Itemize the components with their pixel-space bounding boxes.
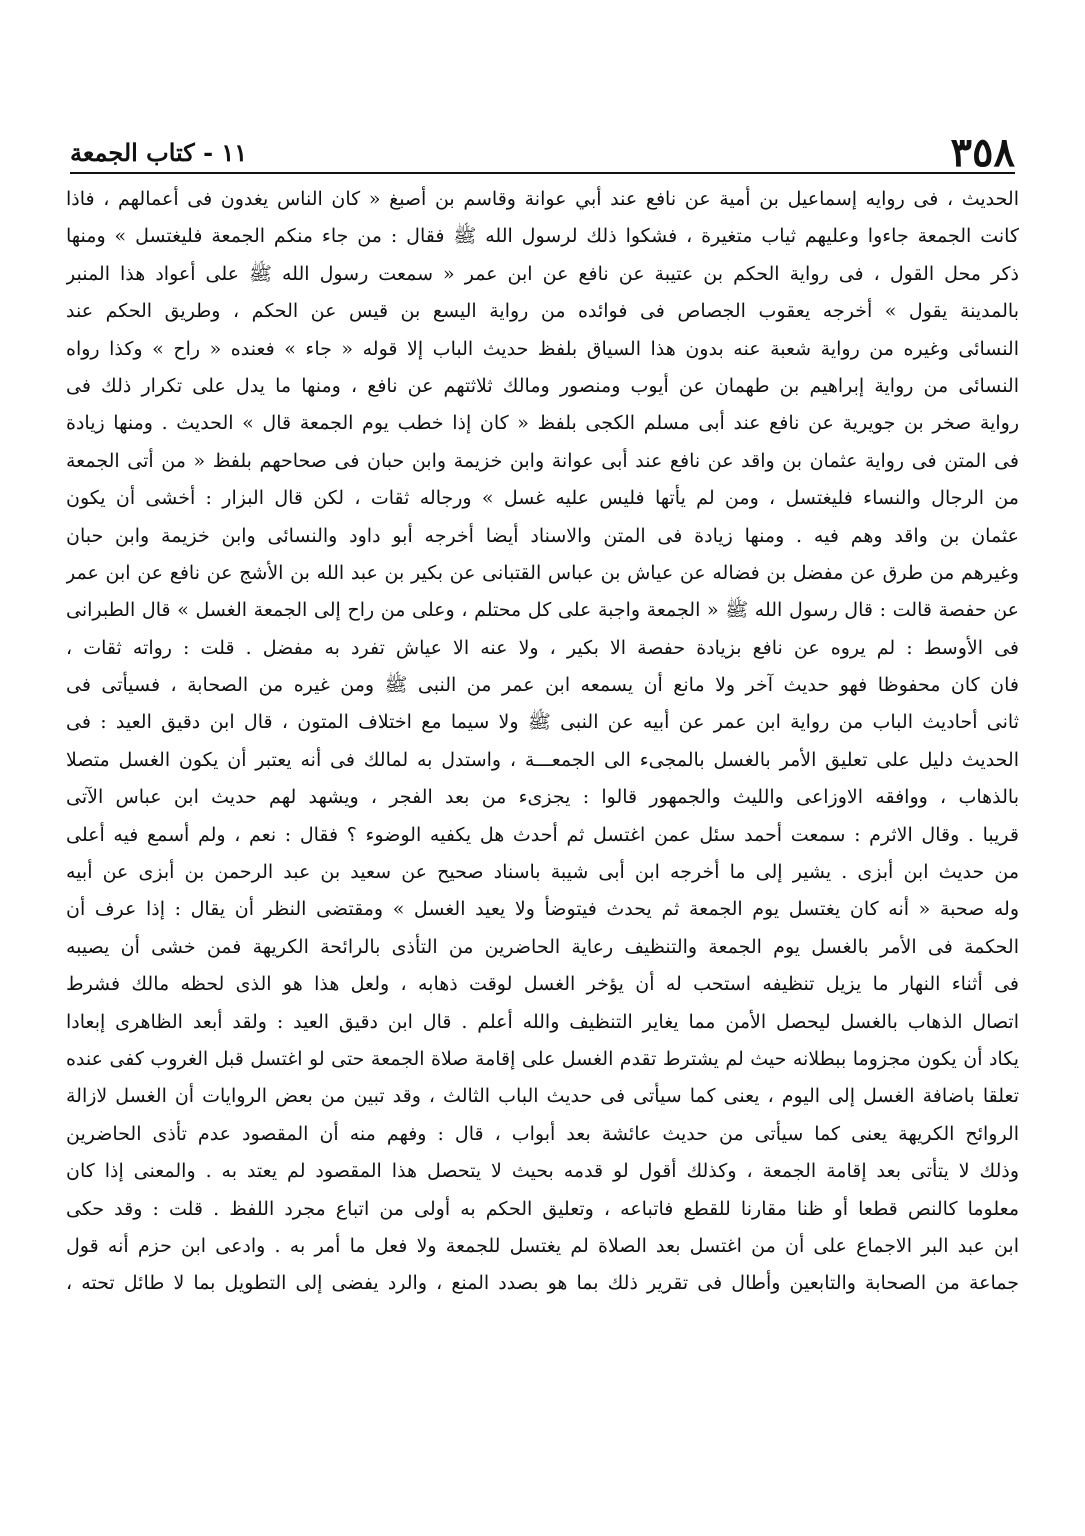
text-line: فى الأوسط : لم يروه عن نافع بزيادة حفصة الا بكير ، ولا عنه الا عياش تفرد به مفضل . قلت : رواته ثقات ، <box>66 636 1019 659</box>
text-line: عن حفصة قالت : قال رسول الله ﷺ « الجمعة واجبة على كل محتلم ، وعلى من راح إلى الجمعة الغسل » قال الطبرانى <box>66 599 1019 622</box>
text-line: الروائح الكريهة يعنى كما سيأتى من حديث عائشة بعد أبواب ، قال : وفهم منه أن المقصود عدم تأذى الحاضرين <box>66 1122 1019 1145</box>
chapter-title: ١١ - كتاب الجمعة <box>70 137 248 167</box>
text-line: الحكمة فى الأمر بالغسل يوم الجمعة والتنظيف رعاية الحاضرين من التأذى بالرائحة الكريهة فمن خشى أن يصيبه <box>66 935 1019 958</box>
text-line: الحديث ، فى روايه إسماعيل بن أمية عن نافع عند أبي عوانة وقاسم بن أصبغ « كان الناس يغدون فى أعمالهم ، فاذا <box>66 188 1019 210</box>
text-line: يكاد أن يكون مجزوما ببطلانه حيث لم يشترط تقدم الغسل على إقامة صلاة الجمعة حتى لو اغتسل قبل الغروب كفى عنده <box>66 1047 1019 1070</box>
text-line: قريبا . وقال الاثرم : سمعت أحمد سئل عمن اغتسل ثم أحدث هل يكفيه الوضوء ؟ فقال : نعم ، ولم أسمع فيه أعلى <box>66 823 1019 846</box>
text-line: ذكر محل القول ، فى رواية الحكم بن عتيبة عن نافع عن ابن عمر « سمعت رسول الله ﷺ على أعواد هذا المنبر <box>66 262 1019 285</box>
text-line: وغيرهم من طرق عن مفضل بن فضاله عن عياش بن عباس القتبانى عن بكير بن عبد الله بن الأشج عن نافع عن ابن عمر <box>66 561 1019 584</box>
text-line: فان كان محفوظا فهو حديث آخر ولا مانع أن يسمعه ابن عمر من النبى ﷺ ومن غيره من الصحابة ، فسيأتى فى <box>66 674 1019 697</box>
page-number: ٣٥٨ <box>950 128 1015 176</box>
text-line: بالذهاب ، ووافقه الاوزاعى والليث والجمهور قالوا : يجزىء من بعد الفجر ، ويشهد لهم حديث ابن عباس الآتى <box>66 786 1019 809</box>
text-line: تعلقا باضافة الغسل إلى اليوم ، يعنى كما سيأتى فى حديث الباب الثالث ، وقد تبين من بعض الروايات أن الغسل لازالة <box>66 1085 1019 1108</box>
text-line: عثمان بن واقد وهم فيه . ومنها زيادة فى المتن والاسناد أيضا أخرجه أبو داود والنسائى وابن خزيمة وابن حبان <box>66 524 1019 547</box>
text-line: من حديث ابن أبزى . يشير إلى ما أخرجه ابن أبى شيبة باسناد صحيح عن سعيد بن عبد الرحمن بن أبزى عن أبيه <box>66 861 1019 884</box>
text-line: النسائى وغيره من رواية شعبة عنه بدون هذا السياق بلفظ حديث الباب إلا قوله « جاء » فعنده « راح » وكذا رواه <box>66 337 1019 360</box>
page-header <box>70 128 1015 176</box>
text-line: رواية صخر بن جويرية عن نافع عند أبى مسلم الكجى بلفظ « كان إذا خطب يوم الجمعة قال » الحديث . ومنها زيادة <box>66 412 1019 435</box>
text-line: وله صحبة « أنه كان يغتسل يوم الجمعة ثم يحدث فيتوضأ ولا يعيد الغسل » ومقتضى النظر أن يقال : إذا عرف أن <box>66 898 1019 921</box>
text-line: فى أثناء النهار ما يزيل تنظيفه استحب له أن يؤخر الغسل لوقت ذهابه ، ولعل هذا هو الذى لحظه مالك فشرط <box>66 973 1019 996</box>
text-line: النسائى من رواية إبراهيم بن طهمان عن أيوب ومنصور ومالك ثلاثتهم عن نافع ، ومنها ما يدل على تكرار ذلك فى <box>66 374 1019 397</box>
text-line: ثانى أحاديث الباب من رواية ابن عمر عن أبيه عن النبى ﷺ ولا سيما مع اختلاف المتون ، قال ابن دقيق العيد : فى <box>66 711 1019 734</box>
text-line: معلوما كالنص قطعا أو ظنا مقارنا للقطع فاتباعه ، وتعليق الحكم به أولى من اتباع مجرد اللفظ . قلت : وقد حكى <box>66 1197 1019 1220</box>
text-line: اتصال الذهاب بالغسل ليحصل الأمن مما يغاير التنظيف والله أعلم . قال ابن دقيق العيد : ولقد أبعد الظاهرى إبعادا <box>66 1010 1019 1033</box>
text-line: بالمدينة يقول » أخرجه يعقوب الجصاص فى فوائده من رواية اليسع بن قيس عن الحكم ، وطريق الحكم عند <box>66 300 1019 323</box>
text-line: الحديث دليل على تعليق الأمر بالغسل بالمجىء الى الجمعـــة ، واستدل به لمالك فى أنه يعتبر أن يكون الغسل متصلا <box>66 748 1019 771</box>
text-line: جماعة من الصحابة والتابعين وأطال فى تقرير ذلك بما هو بصدد المنع ، والرد يفضى إلى التطويل بما لا طائل تحته ، <box>66 1272 1019 1295</box>
header-rule <box>70 172 1015 174</box>
text-line: فى المتن فى رواية عثمان بن واقد عن نافع عند أبى عوانة وابن خزيمة وابن حبان فى صحاحهم بلفظ « من أتى الجمعة <box>66 449 1019 472</box>
text-line: من الرجال والنساء فليغتسل ، ومن لم يأتها فليس عليه غسل » ورجاله ثقات ، لكن قال البزار : أخشى أن يكون <box>66 487 1019 510</box>
text-line: ابن عبد البر الاجماع على أن من اغتسل بعد الصلاة لم يغتسل للجمعة ولا فعل ما أمر به . وادعى ابن حزم أنه قول <box>66 1234 1019 1257</box>
text-line: وذلك لا يتأتى بعد إقامة الجمعة ، وكذلك أقول لو قدمه بحيث لا يتحصل هذا المقصود لم يعتد به . والمعنى إذا كان <box>66 1160 1019 1183</box>
body-text <box>66 181 1019 1303</box>
text-line: كانت الجمعة جاءوا وعليهم ثياب متغيرة ، فشكوا ذلك لرسول الله ﷺ فقال : من جاء منكم الجمعة فليغتسل » ومنها <box>66 225 1019 248</box>
